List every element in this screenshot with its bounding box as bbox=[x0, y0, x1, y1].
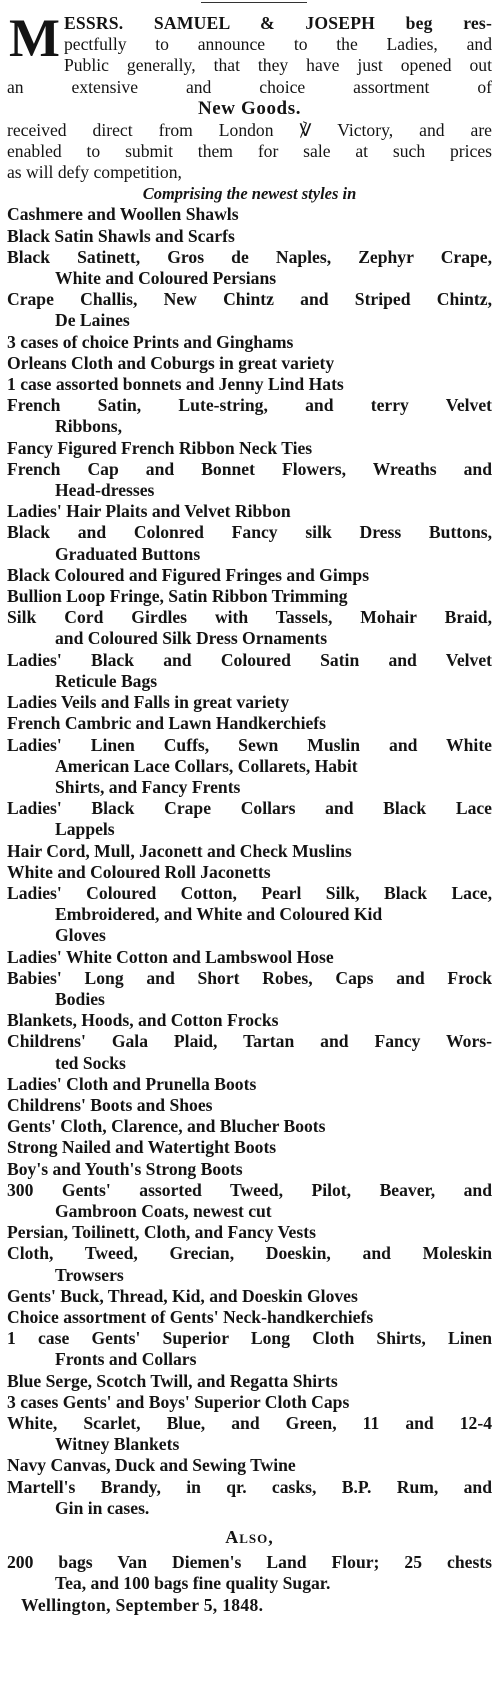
list-item-text: White, Scarlet, Blue, and Green, 11 and 12-4 bbox=[7, 1413, 492, 1433]
list-item bbox=[7, 1307, 492, 1328]
list-item-text: Ladies' Black Crape Collars and Black Lace bbox=[7, 798, 492, 819]
received-paragraph bbox=[7, 120, 492, 184]
list-item-text: Gents' Buck, Thread, Kid, and Doeskin Gloves bbox=[7, 1285, 358, 1306]
list-item-text: Crape Challis, New Chintz and Striped Chintz, bbox=[7, 289, 492, 310]
goods-list bbox=[7, 204, 492, 1519]
list-item bbox=[7, 374, 492, 395]
list-item-text: Blue Serge, Scotch Twill, and Regatta Shirts bbox=[7, 1370, 338, 1391]
list-item-text: Martell's Brandy, in qr. casks, B.P. Rum, and bbox=[7, 1476, 492, 1497]
list-item bbox=[7, 1328, 492, 1370]
list-item bbox=[7, 226, 492, 247]
list-item bbox=[7, 968, 492, 1010]
list-item-continuation: Gloves bbox=[55, 925, 106, 946]
list-item-continuation: Embroidered, and White and Coloured Kid bbox=[55, 904, 383, 925]
list-item bbox=[7, 1222, 492, 1243]
list-item bbox=[7, 1392, 492, 1413]
list-item bbox=[7, 650, 492, 692]
received-line-1: received direct from London ℣ Victory, and are bbox=[7, 119, 492, 140]
list-item bbox=[7, 459, 492, 501]
list-item bbox=[7, 522, 492, 564]
list-item bbox=[7, 713, 492, 734]
list-item-text: Navy Canvas, Duck and Sewing Twine bbox=[7, 1455, 296, 1476]
list-item bbox=[7, 1137, 492, 1158]
list-item-text: Ladies' Cloth and Prunella Boots bbox=[7, 1073, 257, 1094]
list-item bbox=[7, 247, 492, 289]
list-item-text: Silk Cord Girdles with Tassels, Mohair Braid, bbox=[7, 607, 492, 628]
list-item-continuation: Reticule Bags bbox=[55, 670, 158, 691]
list-item bbox=[7, 1095, 492, 1116]
drop-cap: M bbox=[9, 8, 60, 68]
list-item-continuation: Lappels bbox=[55, 819, 115, 840]
also-heading: Also, bbox=[225, 1527, 274, 1548]
list-item bbox=[7, 735, 492, 799]
list-item bbox=[7, 1477, 492, 1519]
list-item-text: Choice assortment of Gents' Neck-handkerchiefs bbox=[7, 1306, 374, 1327]
received-line-2: enabled to submit them for sale at such prices bbox=[7, 141, 492, 162]
list-item-text: Cashmere and Woollen Shawls bbox=[7, 204, 239, 225]
received-line-3: as will defy competition, bbox=[7, 162, 182, 183]
list-item-text: Babies' Long and Short Robes, Caps and Frock bbox=[7, 967, 492, 988]
list-item bbox=[7, 1286, 492, 1307]
signoff: Wellington, September 5, 1848. bbox=[21, 1594, 264, 1615]
list-item-text: Blankets, Hoods, and Cotton Frocks bbox=[7, 1010, 279, 1031]
flour-paragraph bbox=[7, 1552, 492, 1594]
intro-line-1: ESSRS. SAMUEL & JOSEPH beg res- bbox=[63, 13, 492, 33]
list-item-text: 3 cases of choice Prints and Ginghams bbox=[7, 331, 294, 352]
list-item-text: Black Coloured and Figured Fringes and Gimps bbox=[7, 564, 370, 585]
top-rule bbox=[201, 2, 307, 3]
list-item-text: Ladies' White Cotton and Lambswool Hose bbox=[7, 946, 334, 967]
list-item-text: French Cap and Bonnet Flowers, Wreaths and bbox=[7, 458, 492, 479]
flour-line-1: 200 bags Van Diemen's Land Flour; 25 chests bbox=[7, 1552, 492, 1573]
list-item-text: 300 Gents' assorted Tweed, Pilot, Beaver, and bbox=[7, 1179, 492, 1200]
list-item-text: Childrens' Gala Plaid, Tartan and Fancy Wors- bbox=[7, 1031, 492, 1052]
intro-line-3: Public generally, that they have just opened out bbox=[63, 55, 492, 76]
list-item bbox=[7, 692, 492, 713]
list-item bbox=[7, 586, 492, 607]
list-item bbox=[7, 607, 492, 649]
list-item bbox=[7, 565, 492, 586]
list-item-text: Gents' Cloth, Clarence, and Blucher Boots bbox=[7, 1116, 326, 1137]
list-item-continuation: Fronts and Collars bbox=[55, 1349, 197, 1370]
list-item bbox=[7, 1413, 492, 1455]
list-item-continuation: De Laines bbox=[55, 310, 130, 331]
list-item-continuation: and Coloured Silk Dress Ornaments bbox=[55, 628, 328, 649]
list-item-text: Boy's and Youth's Strong Boots bbox=[7, 1158, 243, 1179]
list-item-continuation: Graduated Buttons bbox=[55, 543, 201, 564]
list-item-text: 3 cases Gents' and Boys' Superior Cloth Caps bbox=[7, 1391, 350, 1412]
list-item bbox=[7, 883, 492, 947]
list-item-text: Cloth, Tweed, Grecian, Doeskin, and Moleskin bbox=[7, 1243, 492, 1264]
list-item-text: Orleans Cloth and Coburgs in great variety bbox=[7, 352, 335, 373]
list-item bbox=[7, 798, 492, 840]
list-item bbox=[7, 289, 492, 331]
list-item bbox=[7, 947, 492, 968]
intro-line-2: pectfully to announce to the Ladies, and bbox=[63, 34, 492, 55]
list-item bbox=[7, 1159, 492, 1180]
list-item bbox=[7, 501, 492, 522]
list-item-text: Black Satin Shawls and Scarfs bbox=[7, 225, 235, 246]
list-item bbox=[7, 1455, 492, 1476]
list-item-text: Black and Colonred Fancy silk Dress Buttons, bbox=[7, 522, 492, 543]
list-item-text: Fancy Figured French Ribbon Neck Ties bbox=[7, 437, 313, 458]
list-item-continuation: ted Socks bbox=[55, 1052, 126, 1073]
new-goods-heading: New Goods. bbox=[197, 97, 302, 119]
list-item-text: 1 case Gents' Superior Long Cloth Shirts, Linen bbox=[7, 1328, 492, 1349]
list-item-text: Hair Cord, Mull, Jaconett and Check Muslins bbox=[7, 840, 352, 861]
comprising-heading: Comprising the newest styles in bbox=[142, 184, 357, 204]
list-item bbox=[7, 1074, 492, 1095]
list-item-text: Black Satinett, Gros de Naples, Zephyr Crape, bbox=[7, 246, 492, 267]
list-item-continuation: American Lace Collars, Collarets, Habit bbox=[55, 755, 358, 776]
list-item bbox=[7, 353, 492, 374]
list-item-continuation: Shirts, and Fancy Frents bbox=[55, 776, 241, 797]
list-item-text: Ladies' Coloured Cotton, Pearl Silk, Black Lace, bbox=[7, 882, 492, 903]
intro-paragraph bbox=[7, 4, 492, 98]
list-item-continuation: Witney Blankets bbox=[55, 1434, 180, 1455]
list-item-text: Ladies' Linen Cuffs, Sewn Muslin and White bbox=[7, 734, 492, 755]
list-item-text: Childrens' Boots and Shoes bbox=[7, 1094, 213, 1115]
list-item-continuation: Ribbons, bbox=[55, 416, 122, 437]
list-item-text: 1 case assorted bonnets and Jenny Lind Hats bbox=[7, 374, 344, 395]
list-item bbox=[7, 1031, 492, 1073]
list-item bbox=[7, 1371, 492, 1392]
list-item bbox=[7, 395, 492, 437]
list-item-text: Ladies Veils and Falls in great variety bbox=[7, 692, 290, 713]
list-item-continuation: Trowsers bbox=[55, 1264, 124, 1285]
flour-line-2: Tea, and 100 bags fine quality Sugar. bbox=[55, 1573, 331, 1594]
list-item-continuation: Gin in cases. bbox=[55, 1497, 150, 1518]
list-item bbox=[7, 862, 492, 883]
intro-line-4: an extensive and choice assortment of bbox=[7, 76, 492, 97]
list-item-text: Persian, Toilinett, Cloth, and Fancy Vests bbox=[7, 1222, 316, 1243]
list-item bbox=[7, 1010, 492, 1031]
list-item bbox=[7, 332, 492, 353]
list-item bbox=[7, 1243, 492, 1285]
list-item-continuation: White and Coloured Persians bbox=[55, 268, 277, 289]
list-item-text: Strong Nailed and Watertight Boots bbox=[7, 1137, 277, 1158]
list-item-text: French Satin, Lute-string, and terry Velvet bbox=[7, 395, 492, 416]
list-item bbox=[7, 841, 492, 862]
list-item-text: Ladies' Black and Coloured Satin and Velvet bbox=[7, 649, 492, 670]
list-item-text: French Cambric and Lawn Handkerchiefs bbox=[7, 713, 326, 734]
list-item bbox=[7, 204, 492, 225]
list-item-continuation: Gambroon Coats, newest cut bbox=[55, 1200, 272, 1221]
list-item-text: Bullion Loop Fringe, Satin Ribbon Trimming bbox=[7, 586, 348, 607]
list-item-continuation: Bodies bbox=[55, 988, 105, 1009]
list-item bbox=[7, 438, 492, 459]
list-item-text: White and Coloured Roll Jaconetts bbox=[7, 861, 271, 882]
list-item bbox=[7, 1180, 492, 1222]
list-item-text: Ladies' Hair Plaits and Velvet Ribbon bbox=[7, 501, 291, 522]
list-item-continuation: Head-dresses bbox=[55, 480, 155, 501]
list-item bbox=[7, 1116, 492, 1137]
